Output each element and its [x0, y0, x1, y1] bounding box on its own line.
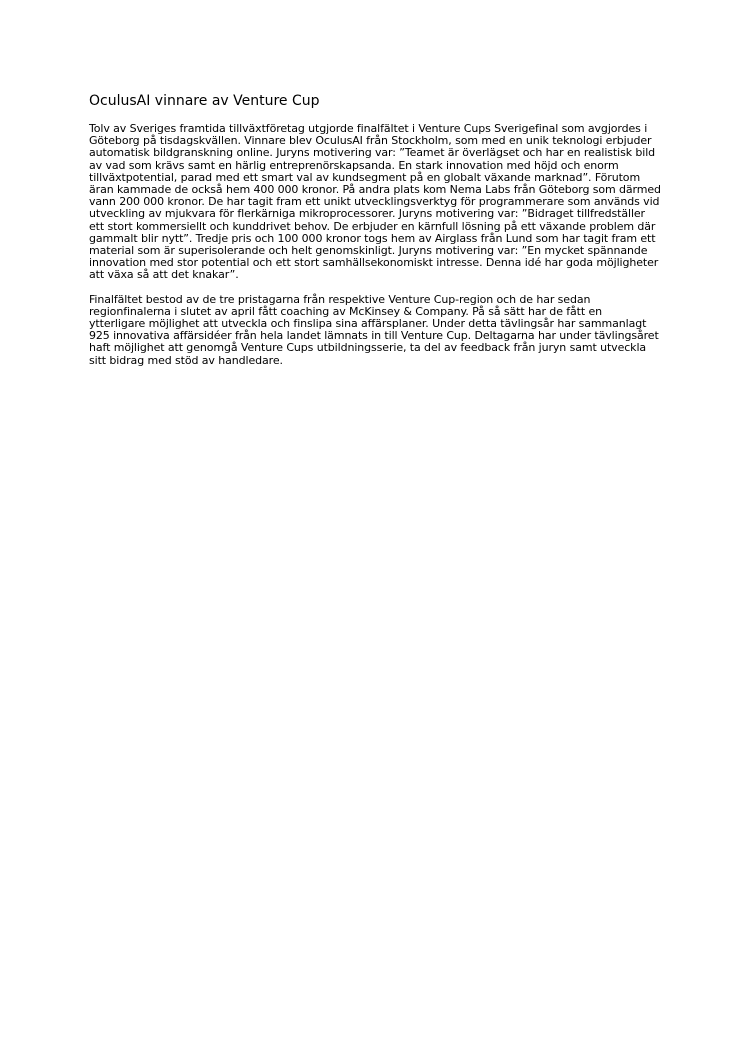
article [89, 92, 661, 379]
article-paragraph-1: Tolv av Sveriges framtida tillväxtföretag utgjorde finalfältet i Venture Cups Sverigefinal som avgjordes i Göteborg på tisdagskvällen. Vinnare blev OculusAI från Stockholm, som med en unik teknologi erbjuder automatisk bildgranskning online. Juryns motivering var: ”Teamet är överlägset och har en realistisk bild av vad som krävs samt en härlig entreprenörskapsanda. En stark innovation med höjd och enorm tillväxtpotential, parad med ett smart val av kundsegment på en globalt växande marknad”. Förutom äran kammade de också hem 400 000 kronor. På andra plats kom Nema Labs från Göteborg som därmed vann 200 000 kronor. De har tagit fram ett unikt utvecklingsverktyg för programmerare som används vid utveckling av mjukvara för flerkärniga mikroprocessorer. Juryns motivering var: ”Bidraget tillfredställer ett stort kommersiellt och kunddrivet behov. De erbjuder en kärnfull lösning på ett växande problem där gammalt blir nytt”. Tredje pris och 100 000 kronor togs hem av Airglass från Lund som har tagit fram ett material som är superisolerande och helt genomskinligt. Juryns motivering var: ”En mycket spännande innovation med stor potential och ett stort samhällsekonomiskt intresse. Denna idé har goda möjligheter att växa så att det knakar”. [89, 122, 661, 282]
article-paragraph-2: Finalfältet bestod av de tre pristagarna från respektive Venture Cup-region och de har sedan regionfinalerna i slutet av april fått coaching av McKinsey & Company. På så sätt har de fått en ytterligare möjlighet att utveckla och finslipa sina affärsplaner. Under detta tävlingsår har sammanlagt 925 innovativa affärsidéer från hela landet lämnats in till Venture Cup. Deltagarna har under tävlingsåret haft möjlighet att genomgå Venture Cups utbildningsserie, ta del av feedback från juryn samt utveckla sitt bidrag med stöd av handledare. [89, 292, 659, 367]
article-title: OculusAI vinnare av Venture Cup [89, 93, 320, 109]
